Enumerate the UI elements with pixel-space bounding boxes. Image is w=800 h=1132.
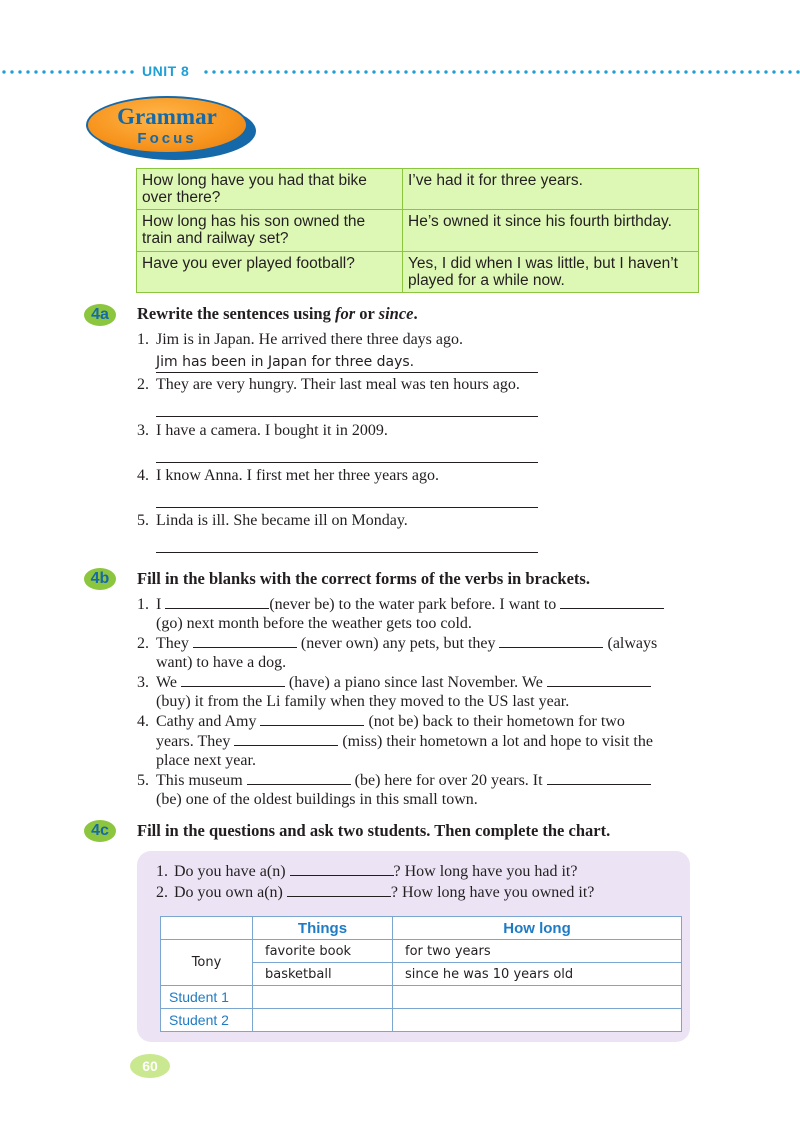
thing-cell: basketball (253, 963, 393, 986)
item-number: 2. (137, 376, 149, 393)
answer-line[interactable] (156, 507, 538, 508)
sentence-line: (go) next month before the weather gets too cold. (156, 615, 472, 632)
item-number: 5. (137, 512, 149, 529)
exercise-4c-heading: Fill in the questions and ask two students. Then complete the chart. (137, 821, 611, 840)
student-2-label: Student 2 (161, 1009, 253, 1032)
sentence-line: Cathy and Amy (not be) back to their hometown for two (156, 713, 625, 730)
sentence-line: (buy) it from the Li family when they moved to the US last year. (156, 693, 570, 710)
col-things: Things (253, 917, 393, 940)
question-cell: How long has his son owned the train and railway set? (137, 210, 403, 252)
student-1-label: Student 1 (161, 986, 253, 1009)
blank-field[interactable] (560, 596, 664, 609)
survey-chart (160, 916, 682, 1032)
how-long-input-cell[interactable] (393, 1009, 682, 1032)
question-line: Do you have a(n) ? How long have you had it? (174, 863, 578, 880)
badge-subtitle: Focus (137, 130, 197, 147)
answer-line[interactable] (156, 416, 538, 417)
blank-field[interactable] (247, 772, 351, 785)
question-line: Do you own a(n) ? How long have you owned it? (174, 884, 595, 901)
dotted-rule-right (202, 69, 800, 75)
item-number: 3. (137, 674, 149, 691)
prompt-text: I have a camera. I bought it in 2009. (156, 422, 388, 439)
item-number: 2. (137, 635, 149, 652)
item-number: 1. (137, 331, 149, 348)
blank-field[interactable] (181, 674, 285, 687)
answer-text: Jim has been in Japan for three days. (156, 354, 415, 370)
sentence-line: place next year. (156, 752, 256, 769)
exercise-4a-heading: Rewrite the sentences using for or since. (137, 304, 418, 323)
item-number: 3. (137, 422, 149, 439)
sentence-line: years. They (miss) their hometown a lot and hope to visit the (156, 733, 653, 750)
answer-cell: He’s owned it since his fourth birthday. (403, 210, 699, 252)
question-cell: How long have you had that bike over there? (137, 169, 403, 210)
dotted-rule-left (0, 69, 138, 75)
thing-input-cell[interactable] (253, 1009, 393, 1032)
question-cell: Have you ever played football? (137, 252, 403, 293)
sentence-line: want) to have a dog. (156, 654, 287, 671)
grammar-table (136, 168, 699, 293)
unit-header (0, 60, 800, 84)
thing-cell: favorite book (253, 940, 393, 963)
prompt-text: They are very hungry. Their last meal was ten hours ago. (156, 376, 520, 393)
table-row (137, 210, 699, 252)
exercise-marker-4b: 4b (84, 568, 116, 590)
item-number: 1. (156, 863, 168, 880)
blank-field[interactable] (165, 596, 269, 609)
blank-field[interactable] (260, 713, 364, 726)
blank-field[interactable] (547, 674, 651, 687)
item-number: 4. (137, 467, 149, 484)
table-row (161, 986, 682, 1009)
prompt-text: I know Anna. I first met her three years ago. (156, 467, 440, 484)
table-row (137, 169, 699, 210)
sentence-line: I (never be) to the water park before. I want to (156, 596, 664, 614)
blank-field[interactable] (547, 772, 651, 785)
badge-title: Grammar (117, 104, 217, 129)
col-how-long: How long (393, 917, 682, 940)
prompt-text: Linda is ill. She became ill on Monday. (156, 512, 408, 529)
item-number: 4. (137, 713, 149, 730)
blank-field[interactable] (193, 635, 297, 648)
item-number: 2. (156, 884, 168, 901)
sentence-line: (be) one of the oldest buildings in this small town. (156, 791, 478, 808)
unit-label: UNIT 8 (142, 63, 190, 79)
example-name: Tony (161, 940, 253, 986)
how-long-cell: since he was 10 years old (393, 963, 682, 986)
table-row (161, 1009, 682, 1032)
blank-field[interactable] (499, 635, 603, 648)
answer-line[interactable] (156, 372, 538, 373)
sentence-line: We (have) a piano since last November. We (156, 674, 651, 692)
exercise-marker-4c: 4c (84, 820, 116, 842)
item-number: 5. (137, 772, 149, 789)
answer-cell: I’ve had it for three years. (403, 169, 699, 210)
sentence-line: They (never own) any pets, but they (always (156, 635, 658, 652)
thing-input-cell[interactable] (253, 986, 393, 1009)
exercise-marker-4a: 4a (84, 304, 116, 326)
blank-field[interactable] (290, 863, 394, 876)
chart-header-row (161, 917, 682, 940)
exercise-4b-heading: Fill in the blanks with the correct forms of the verbs in brackets. (137, 569, 590, 588)
how-long-input-cell[interactable] (393, 986, 682, 1009)
answer-line[interactable] (156, 552, 538, 553)
answer-cell: Yes, I did when I was little, but I haven’t played for a while now. (403, 252, 699, 293)
table-row (161, 940, 682, 963)
how-long-cell: for two years (393, 940, 682, 963)
blank-field[interactable] (234, 733, 338, 746)
prompt-text: Jim is in Japan. He arrived there three days ago. (156, 331, 464, 348)
grammar-focus-badge (86, 96, 258, 162)
sentence-line: This museum (be) here for over 20 years. It (156, 772, 651, 790)
page-number: 60 (130, 1054, 170, 1078)
item-number: 1. (137, 596, 149, 613)
answer-line[interactable] (156, 462, 538, 463)
blank-field[interactable] (287, 884, 391, 897)
table-row (137, 252, 699, 293)
